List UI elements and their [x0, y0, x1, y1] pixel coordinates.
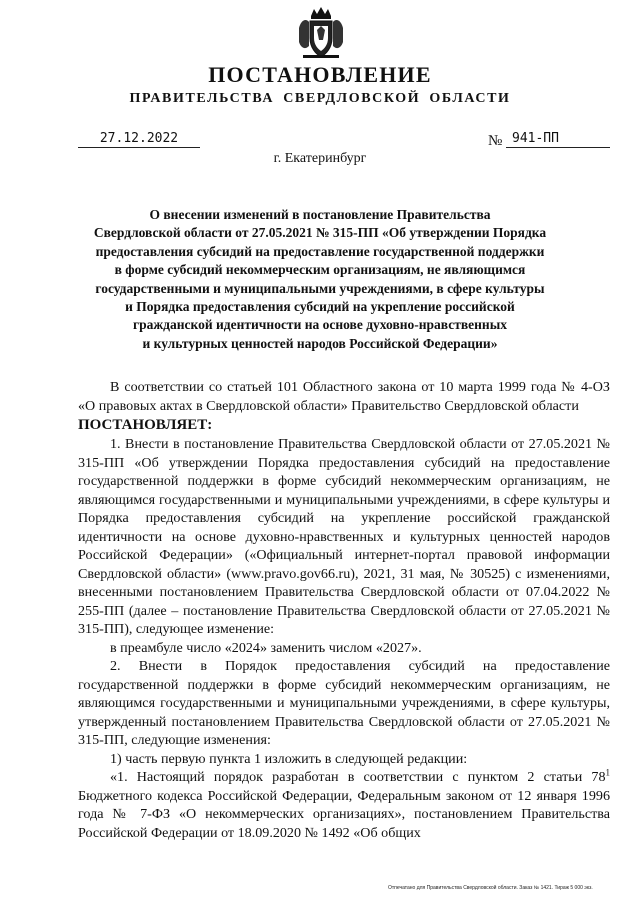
heading-line: и Порядка предоставления субсидий на укрепление российской: [125, 299, 515, 315]
heading-line: государственными и муниципальными учреждениями, в сфере культуры: [95, 280, 545, 296]
document-title: ПОСТАНОВЛЕНИЕ: [208, 62, 432, 87]
coat-of-arms-icon: [297, 6, 345, 60]
paragraph-1-change: в преамбуле число «2024» заменить числом «2027».: [110, 639, 422, 656]
quote-superscript: 1: [605, 767, 610, 778]
document-body: [78, 378, 610, 842]
heading-line: предоставления субсидий на предоставление государственной поддержки: [95, 243, 545, 259]
heading-line: и культурных ценностей народов Российской Федерации»: [142, 335, 498, 351]
paragraph-2: 2. Внести в Порядок предоставления субсидий на предоставление государственной поддержки в форме субсидий некоммерческим организациям, не являющимся государственными и муниципальными учреждениями, в сфере культуры, утвержденный постановлением Правительства Свердловской области от 27.05.2021 № 315-ПП, следующие изменения:: [78, 658, 610, 748]
heading-line: О внесении изменений в постановление Правительства: [149, 207, 491, 222]
paragraph-2-item-1: 1) часть первую пункта 1 изложить в следующей редакции:: [110, 750, 468, 767]
paragraph-2-quote: [78, 768, 610, 842]
quote-text-start: «1. Настоящий порядок разработан в соответствии с пунктом 2 статьи 78: [110, 769, 606, 785]
print-footer: Отпечатано для Правительства Свердловской области. Заказ № 1421. Тираж 5 000 экз.: [388, 885, 593, 891]
quote-text-end: Бюджетного кодекса Российской Федерации, Федеральным законом от 12 января 1996 года № 7-ФЗ «О некоммерческих организациях», постановлением Правительства Российской Федерации от 18.09.2020 № 1492 «Об общих: [78, 787, 610, 841]
heading-line: в форме субсидий некоммерческим организациям, не являющимся: [114, 262, 526, 278]
heading-line: Свердловской области от 27.05.2021 № 315-ПП «Об утверждении Порядка: [93, 225, 547, 241]
decree-word: ПОСТАНОВЛЯЕТ:: [78, 417, 213, 433]
preamble-paragraph: В соответствии со статьей 101 Областного закона от 10 марта 1999 года № 4-ОЗ «О правовых актах в Свердловской области» Правительство Свердловской области: [78, 379, 610, 414]
document-city: г. Екатеринбург: [273, 151, 367, 166]
paragraph-1: 1. Внести в постановление Правительства Свердловской области от 27.05.2021 № 315-ПП «Об утверждении Порядка предоставления субсидий на предоставление государственной поддержки в форме субсидий некоммерческим организациям, не являющимся государственными и муниципальными учреждениями, в сфере культуры и Порядка предоставления субсидий на укрепление российской гражданской идентичности на основе духовно-нравственных и культурных ценностей народов Российской Федерации» («Официальный интернет-портал правовой информации Свердловской области» (www.pravo.gov66.ru), 2021, 31 мая, № 30525) с изменениями, внесенными постановлением Правительства Свердловской области от 07.04.2022 № 255-ПП (далее – постановление Правительства Свердловской области от 27.05.2021 № 315-ПП), следующее изменение:: [78, 436, 610, 637]
document-subtitle: ПРАВИТЕЛЬСТВА СВЕРДЛОВСКОЙ ОБЛАСТИ: [129, 91, 511, 106]
document-number-label: №: [488, 133, 503, 149]
document-date: 27.12.2022: [78, 131, 200, 148]
heading-line: гражданской идентичности на основе духовно-нравственных: [132, 317, 508, 333]
document-heading: [64, 206, 576, 353]
document-number: 941-ПП: [506, 131, 610, 148]
